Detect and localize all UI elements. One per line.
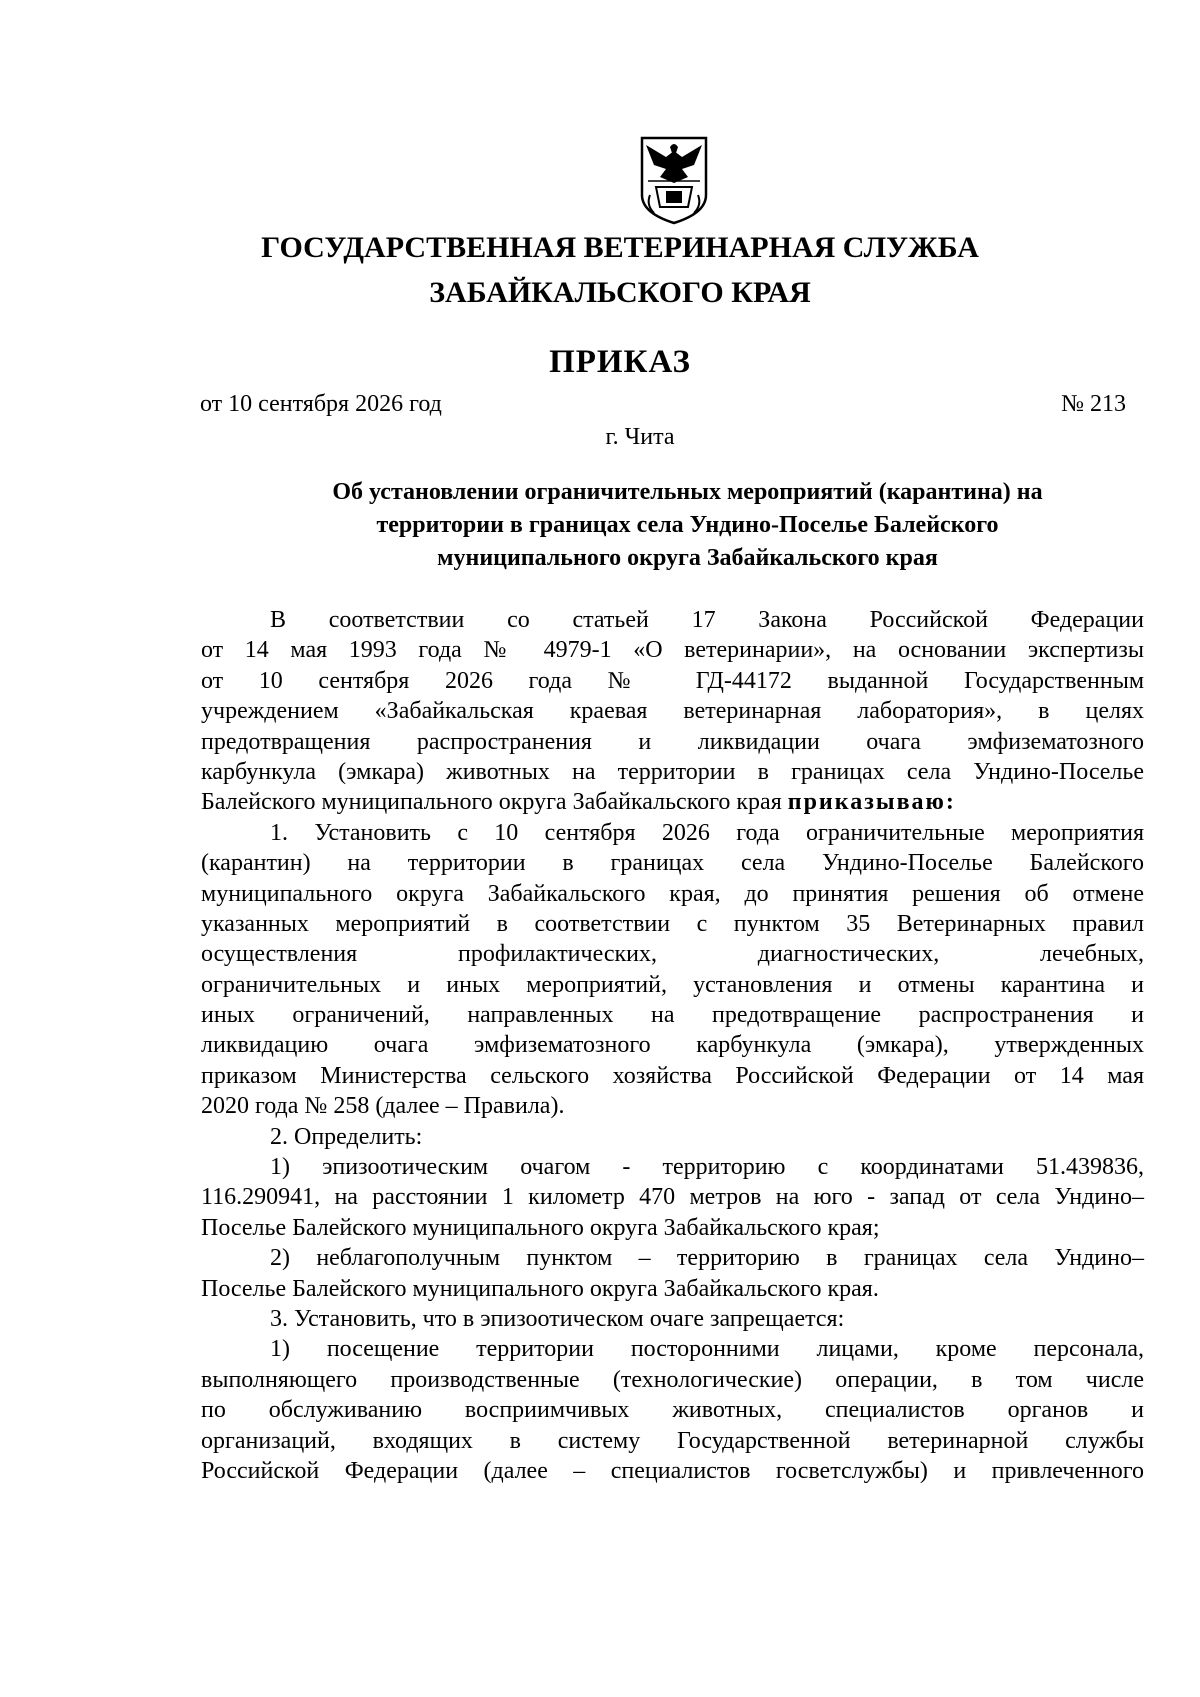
- body-line-text: Балейского муниципального округа Забайкальского края: [201, 789, 782, 816]
- document-title: [220, 476, 1155, 575]
- body-line: 1) эпизоотическим очагом - территорию с координатами 51.439836,: [270, 1154, 1144, 1181]
- body-line: от 14 мая 1993 года № 4979-1 «О ветеринарии», на основании экспертизы: [201, 637, 1144, 664]
- body-line: организаций, входящих в систему Государственной ветеринарной службы: [201, 1427, 1144, 1454]
- body-line: предотвращения распространения и ликвидации очага эмфизематозного: [201, 728, 1144, 755]
- body-line: Российской Федерации (далее – специалистов госветслужбы) и привлеченного: [201, 1457, 1144, 1484]
- title-line: Об установлении ограничительных мероприятий (карантина) на: [332, 479, 1043, 505]
- coat-of-arms-emblem: [636, 135, 712, 225]
- body-line: 1) посещение территории посторонними лицами, кроме персонала,: [270, 1336, 1144, 1363]
- body-line: выполняющего производственные (технологические) операции, в том числе: [201, 1366, 1144, 1393]
- document-body: [201, 605, 1144, 1486]
- body-line: Поселье Балейского муниципального округа Забайкальского края.: [201, 1275, 879, 1302]
- document-type: ПРИКАЗ: [549, 344, 691, 380]
- title-line: муниципального округа Забайкальского края: [437, 545, 938, 571]
- document-number: № 213: [1061, 391, 1126, 417]
- body-line: ликвидацию очага эмфизематозного карбункула (эмкара), утвержденных: [201, 1032, 1144, 1059]
- body-line: по обслуживанию восприимчивых животных, специалистов органов и: [201, 1397, 1144, 1424]
- body-line: муниципального округа Забайкальского края, до принятия решения об отмене: [201, 880, 1144, 907]
- body-line: 2020 года № 258 (далее – Правила).: [201, 1093, 565, 1120]
- document-city: г. Чита: [605, 424, 675, 450]
- body-line: от 10 сентября 2026 года № ГД-44172 выданной Государственным: [201, 667, 1144, 694]
- order-keyword: приказываю:: [787, 789, 956, 816]
- organization-name-line2: ЗАБАЙКАЛЬСКОГО КРАЯ: [429, 276, 811, 309]
- body-line: учреждением «Забайкальская краевая ветеринарная лаборатория», в целях: [201, 698, 1144, 725]
- body-line: (карантин) на территории в границах села Ундино-Поселье Балейского: [201, 850, 1144, 877]
- body-line: 3. Установить, что в эпизоотическом очаге запрещается:: [270, 1305, 845, 1332]
- document-date: от 10 сентября 2026 год: [200, 391, 442, 417]
- body-line: ограничительных и иных мероприятий, установления и отмены карантина и: [201, 971, 1144, 998]
- body-line: В соответствии со статьей 17 Закона Российской Федерации: [270, 607, 1144, 633]
- body-line: карбункула (эмкара) животных на территории в границах села Ундино-Поселье: [201, 758, 1144, 785]
- body-line: приказом Министерства сельского хозяйства Российской Федерации от 14 мая: [201, 1062, 1144, 1089]
- body-line: [201, 787, 1144, 817]
- body-line: 116.290941, на расстоянии 1 километр 470 метров на юго - запад от села Ундино–: [201, 1184, 1144, 1211]
- body-line: осуществления профилактических, диагностических, лечебных,: [201, 941, 1144, 968]
- title-line: территории в границах села Ундино-Поселье Балейского: [376, 512, 999, 538]
- body-line: указанных мероприятий в соответствии с пунктом 35 Ветеринарных правил: [201, 910, 1144, 937]
- body-line: 2. Определить:: [270, 1123, 423, 1150]
- body-line: иных ограничений, направленных на предотвращение распространения и: [201, 1002, 1144, 1029]
- organization-name-line1: ГОСУДАРСТВЕННАЯ ВЕТЕРИНАРНАЯ СЛУЖБА: [261, 231, 979, 264]
- body-line: Поселье Балейского муниципального округа Забайкальского края;: [201, 1214, 880, 1241]
- body-line: 2) неблагополучным пунктом – территорию в границах села Ундино–: [270, 1245, 1144, 1272]
- body-line: 1. Установить с 10 сентября 2026 года ограничительные мероприятия: [270, 819, 1144, 846]
